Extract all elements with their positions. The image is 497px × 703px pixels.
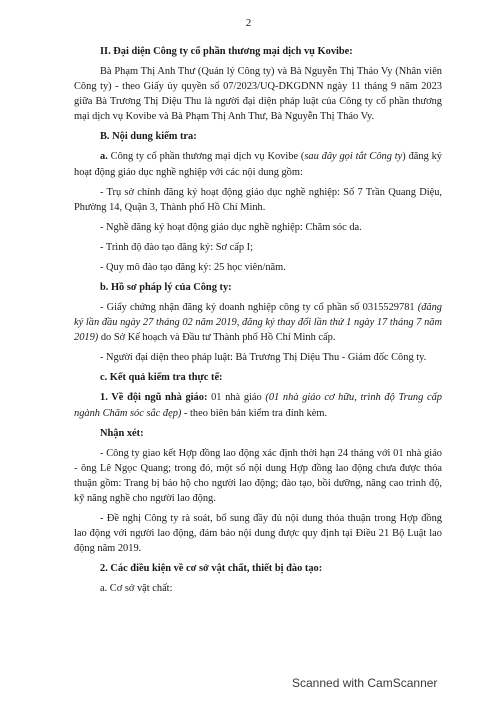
page-number: 2 [245, 17, 252, 29]
a-text2: ) đăng ký hoạt động giáo dục nghề nghiệp với các nội dung gồm: [74, 151, 443, 178]
scanner-watermark: Scanned with CamScanner [292, 676, 438, 690]
legal-docs-item-1 [74, 300, 442, 345]
b-italic: (đăng ký lần đầu ngày 27 tháng 02 năm 2019, đăng ký thay đổi lần thứ 1 ngày 17 tháng 7 năm 2019) [74, 302, 442, 344]
section-ii-paragraph: Bà Phạm Thị Anh Thư (Quản lý Công ty) và Bà Nguyễn Thị Thảo Vy (Nhân viên Công ty) - theo Giấy ủy quyền số 07/2023/UQ-DKGDNN ngày 11 tháng 9 năm 2023 giữa Bà Trương Thị Diệu Thu là người đại diện pháp luật của Công ty cổ phần thương mại dịch vụ Kovibe và Bà Phạm Thị Anh Thư, Bà Nguyễn Thị Thảo Vy. [74, 66, 442, 123]
section-b-a-paragraph [74, 149, 442, 179]
b-text2: do Sở Kế hoạch và Đầu tư Thành phố Hồ Chí Minh cấp. [98, 332, 336, 344]
section-b-b-title: b. Hồ sơ pháp lý của Công ty: [100, 282, 232, 294]
facilities-a: a. Cơ sở vật chất: [100, 583, 173, 595]
c1-bold: 1. Về đội ngũ nhà giáo: [100, 392, 208, 404]
registration-item: - Quy mô đào tạo đăng ký: 25 học viên/năm. [100, 261, 286, 273]
document-body [74, 44, 442, 601]
a-prefix: a. [100, 151, 108, 163]
legal-docs-item-2: - Người đại diện theo pháp luật: Bà Trương Thị Diệu Thu - Giám đốc Công ty. [100, 352, 427, 364]
section-b-c-title: c. Kết quả kiểm tra thực tế: [100, 372, 223, 384]
c1-text2: - theo biên bản kiểm tra đính kèm. [181, 407, 328, 419]
registration-item: - Trụ sở chính đăng ký hoạt động giáo dục nghề nghiệp: Số 7 Trần Quang Diệu, Phường 14, Quận 3, Thành phố Hồ Chí Minh. [74, 186, 442, 213]
c1-text1: 01 nhà giáo [207, 392, 266, 404]
remark-item: - Công ty giao kết Hợp đồng lao động xác định thời hạn 24 tháng với 01 nhà giáo - ông Lê Ngọc Quang; trong đó, một số nội dung Hợp đồng lao động chưa được thỏa thuận gồm: Trang bị bảo hộ cho người lao động; đào tạo, bồi dưỡng, nâng cao trình độ, kỹ năng nghề cho người lao động. [74, 447, 442, 504]
section-ii-title: II. Đại diện Công ty cổ phần thương mại dịch vụ Kovibe: [100, 46, 353, 57]
registration-item: - Nghề đăng ký hoạt động giáo dục nghề nghiệp: Chăm sóc da. [100, 221, 362, 233]
registration-item: - Trình độ đào tạo đăng ký: Sơ cấp I; [100, 241, 253, 253]
c1-italic: (01 nhà giáo cơ hữu, trình độ Trung cấp ngành Chăm sóc sắc đẹp) [74, 392, 442, 419]
a-italic: sau đây gọi tắt Công ty [304, 151, 403, 163]
b-text1: - Giấy chứng nhận đăng ký doanh nghiệp công ty cổ phần số 0315529781 [100, 302, 418, 314]
facilities-title: 2. Các điều kiện về cơ sở vật chất, thiết bị đào tạo: [100, 563, 323, 575]
teacher-paragraph [74, 390, 442, 420]
a-text1: Công ty cổ phần thương mại dịch vụ Kovibe ( [107, 151, 305, 163]
remark-item: - Đề nghị Công ty rà soát, bổ sung đầy đủ nội dung thỏa thuận trong Hợp đồng lao động với người lao động, đảm bảo nội dung được quy định tại Điều 21 Bộ Luật lao động năm 2019. [74, 513, 442, 555]
remarks-title: Nhận xét: [100, 427, 144, 439]
section-b-title: B. Nội dung kiểm tra: [100, 131, 197, 143]
